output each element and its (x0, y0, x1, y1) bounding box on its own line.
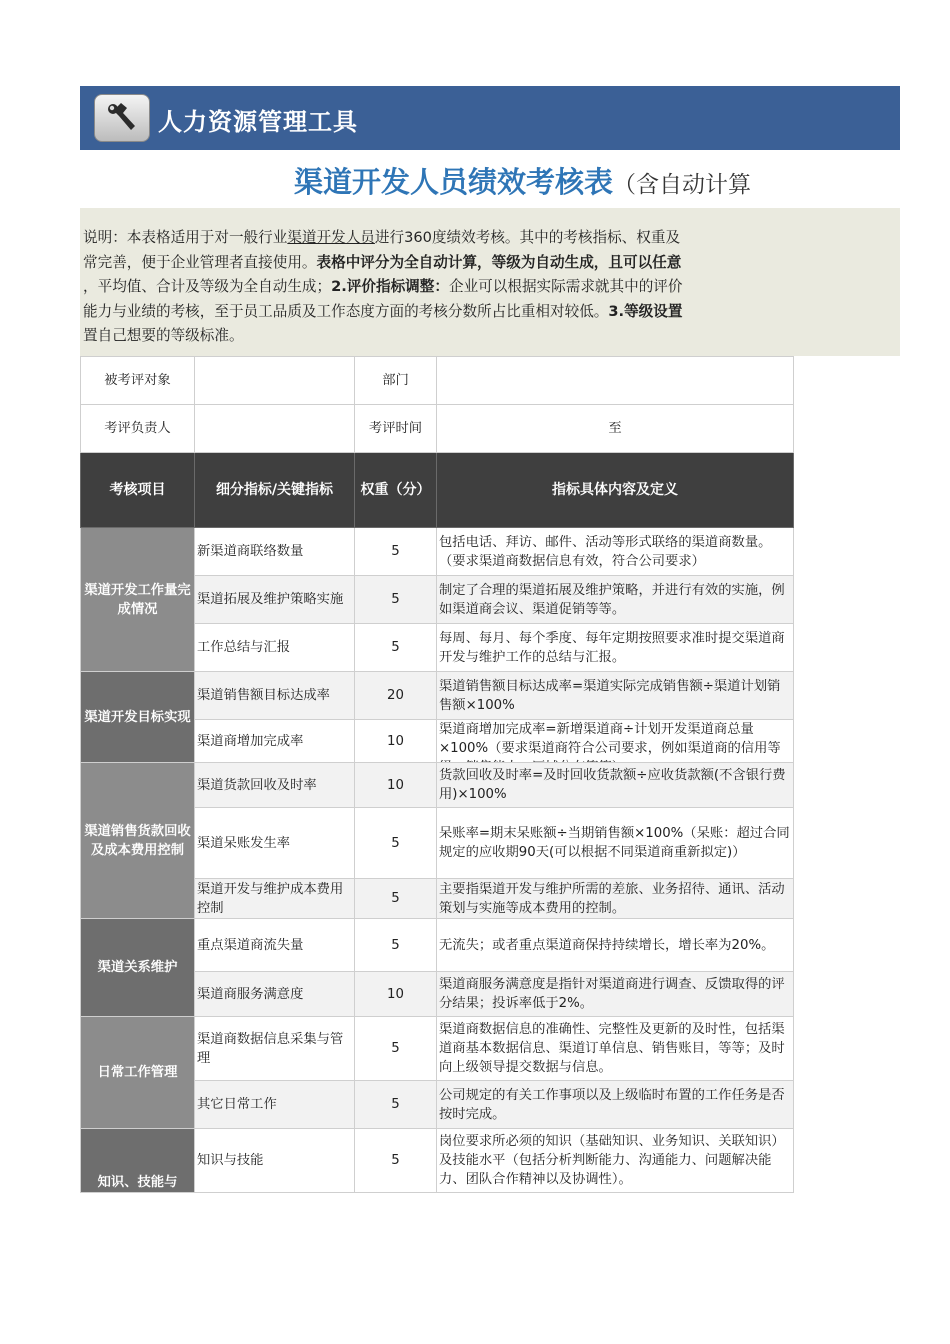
instructions-text (83, 226, 795, 350)
indicator-cell: 渠道开发与维护成本费用控制 (195, 879, 355, 919)
definition-cell-wrapper (437, 720, 794, 763)
weight-cell: 10 (355, 763, 437, 808)
indicator-cell: 知识与技能 (195, 1129, 355, 1193)
leader-field[interactable] (195, 405, 355, 453)
category-cell: 渠道关系维护 (81, 919, 195, 1017)
info-row (81, 357, 794, 405)
wrench-icon (94, 94, 150, 142)
indicator-cell: 渠道呆账发生率 (195, 808, 355, 879)
weight-cell: 5 (355, 879, 437, 919)
definition-cell: 渠道商服务满意度是指针对渠道商进行调查、反馈取得的评分结果；投诉率低于2%。 (437, 972, 794, 1017)
weight-cell: 5 (355, 1017, 437, 1081)
indicator-cell: 渠道商数据信息采集与管理 (195, 1017, 355, 1081)
table-row (81, 1017, 794, 1081)
note-bold: 3.等级设置 (608, 302, 683, 320)
indicator-cell: 渠道商服务满意度 (195, 972, 355, 1017)
note-bold: 表格中评分为全自动计算，等级为自动生成，且可以任意 (316, 253, 682, 271)
category-cell: 渠道开发目标实现 (81, 672, 195, 763)
header-category: 考核项目 (81, 453, 195, 528)
dept-label: 部门 (355, 357, 437, 405)
note-text: 企业可以根据实际需求就其中的评价 (448, 278, 683, 295)
reviewee-label: 被考评对象 (81, 357, 195, 405)
leader-label: 考评负责人 (81, 405, 195, 453)
indicator-cell: 渠道拓展及维护策略实施 (195, 576, 355, 624)
note-underline: 渠道开发人员 (287, 229, 375, 246)
indicator-cell: 工作总结与汇报 (195, 624, 355, 672)
indicator-cell: 渠道货款回收及时率 (195, 763, 355, 808)
note-text: 能力与业绩的考核，至于员工品质及工作态度方面的考核分数所占比重相对较低。 (83, 302, 609, 320)
header-weight: 权重（分） (355, 453, 437, 528)
definition-cell: 制定了合理的渠道拓展及维护策略，并进行有效的实施，例如渠道商会议、渠道促销等等。 (437, 576, 794, 624)
definition-cell: 呆账率=期末呆账额÷当期销售额×100%（呆账：超过合同规定的应收期90天(可以根据不同渠道商重新拟定)） (437, 808, 794, 879)
category-cell: 渠道销售货款回收及成本费用控制 (81, 763, 195, 919)
definition-cell: 岗位要求所必须的知识（基础知识、业务知识、关联知识）及技能水平（包括分析判断能力、沟通能力、问题解决能力、团队合作精神以及协调性）。 (437, 1129, 794, 1193)
definition-cell: 渠道商数据信息的准确性、完整性及更新的及时性，包括渠道商基本数据信息、渠道订单信息、销售账目，等等；及时向上级领导提交数据与信息。 (437, 1017, 794, 1081)
table-row (81, 672, 794, 720)
weight-cell: 10 (355, 720, 437, 763)
header-definition: 指标具体内容及定义 (437, 453, 794, 528)
header-banner (80, 86, 900, 150)
weight-cell: 5 (355, 1081, 437, 1129)
definition-cell: 包括电话、拜访、邮件、活动等形式联络的渠道商数量。（要求渠道商数据信息有效，符合公司要求） (437, 528, 794, 576)
reviewee-field[interactable] (195, 357, 355, 405)
weight-cell: 5 (355, 808, 437, 879)
category-cell: 知识、技能与 (81, 1129, 195, 1193)
instructions-box (80, 208, 900, 356)
note-text: 说明：本表格适用于对一般行业 (83, 229, 288, 246)
weight-cell: 10 (355, 972, 437, 1017)
indicator-cell: 其它日常工作 (195, 1081, 355, 1129)
weight-cell: 5 (355, 624, 437, 672)
dept-field[interactable] (437, 357, 794, 405)
document-title (294, 160, 794, 201)
indicator-cell: 重点渠道商流失量 (195, 919, 355, 972)
note-text: 进行360度绩效考核。其中的考核指标、权重及 (374, 229, 681, 246)
title-subtitle: （含自动计算 (613, 172, 752, 198)
category-cell: 渠道开发工作量完成情况 (81, 528, 195, 672)
indicator-cell: 新渠道商联络数量 (195, 528, 355, 576)
definition-cell: 每周、每月、每个季度、每年定期按照要求准时提交渠道商开发与维护工作的总结与汇报。 (437, 624, 794, 672)
banner-title: 人力资源管理工具 (158, 108, 358, 136)
indicator-cell: 渠道销售额目标达成率 (195, 672, 355, 720)
weight-cell: 5 (355, 919, 437, 972)
definition-cell: 渠道商增加完成率=新增渠道商÷计划开发渠道商总量×100%（要求渠道商符合公司要求，例如渠道商的信用等 (439, 722, 781, 756)
definition-cell: 公司规定的有关工作事项以及上级临时布置的工作任务是否按时完成。 (437, 1081, 794, 1129)
definition-cell: 无流失；或者重点渠道商保持持续增长，增长率为20%。 (437, 919, 794, 972)
note-text: 常完善，便于企业管理者直接使用。 (83, 253, 317, 271)
weight-cell: 5 (355, 1129, 437, 1193)
weight-cell: 20 (355, 672, 437, 720)
note-bold: 2.评价指标调整： (331, 278, 449, 295)
header-indicator: 细分指标/关键指标 (195, 453, 355, 528)
indicator-cell: 渠道商增加完成率 (195, 720, 355, 763)
weight-cell: 5 (355, 576, 437, 624)
table-row (81, 919, 794, 972)
note-text: 置自己想要的等级标准。 (83, 327, 244, 344)
kpi-table (80, 356, 794, 1193)
category-cell: 日常工作管理 (81, 1017, 195, 1129)
definition-cell: 主要指渠道开发与维护所需的差旅、业务招待、通讯、活动策划与实施等成本费用的控制。 (437, 879, 794, 919)
definition-cell: 货款回收及时率=及时回收货款额÷应收货款额(不含银行费用)×100% (437, 763, 794, 808)
weight-cell: 5 (355, 528, 437, 576)
table-row (81, 1129, 794, 1193)
note-text: ，平均值、合计及等级为全自动生成； (83, 278, 332, 295)
table-row (81, 763, 794, 808)
time-range-field[interactable]: 至 (437, 405, 794, 453)
header-row (81, 453, 794, 528)
table-row (81, 528, 794, 576)
title-main: 渠道开发人员绩效考核表 (294, 165, 614, 199)
time-label: 考评时间 (355, 405, 437, 453)
info-row (81, 405, 794, 453)
definition-cell: 渠道销售额目标达成率=渠道实际完成销售额÷渠道计划销售额×100% (437, 672, 794, 720)
